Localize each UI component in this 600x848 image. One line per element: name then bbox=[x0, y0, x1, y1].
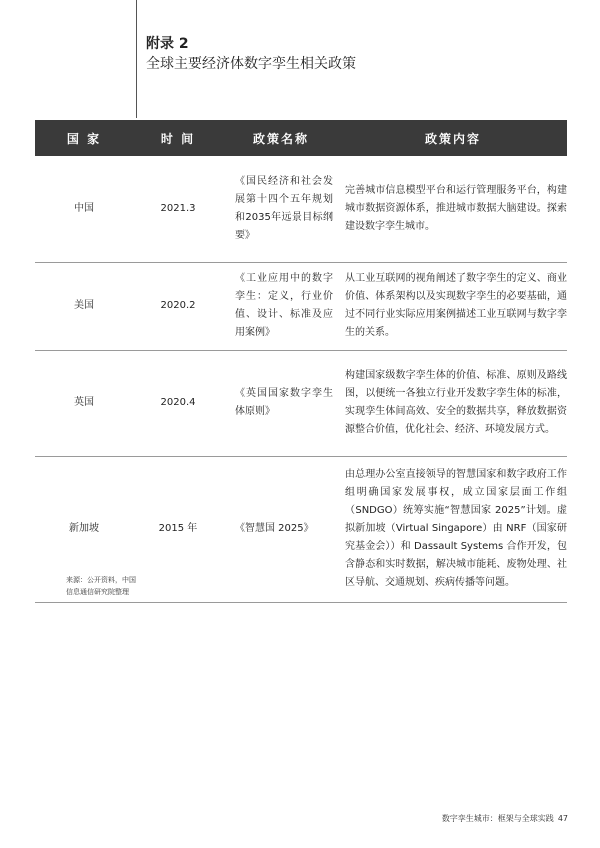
policy-content-cell: 构建国家级数字孪生体的价值、标准、原则及路线图，以便统一各独立行业开发数字孪生体的标准，实现孪生体间高效、安全的数据共享，释放数据资源整合价值，优化社会、经济、环境发展方式。 bbox=[339, 350, 567, 456]
policy-name-cell: 《工业应用中的数字孪生：定义，行业价值、设计、标准及应用案例》 bbox=[223, 262, 339, 350]
table-row bbox=[35, 350, 567, 456]
date-cell: 2020.2 bbox=[133, 262, 223, 350]
header-country: 国 家 bbox=[35, 120, 133, 156]
source-line: 信息通信研究院整理 bbox=[66, 588, 129, 596]
policy-content-cell: 从工业互联网的视角阐述了数字孪生的定义、商业价值、体系架构以及实现数字孪生的必要基础，通过不同行业实际应用案例描述工业互联网与数字孪生的关系。 bbox=[339, 262, 567, 350]
date-cell: 2015 年 bbox=[133, 456, 223, 602]
footer-title: 数字孪生城市：框架与全球实践 bbox=[441, 814, 554, 823]
country-cell: 新加坡 bbox=[35, 456, 133, 602]
country-cell: 中国 bbox=[35, 156, 133, 262]
date-cell: 2020.4 bbox=[133, 350, 223, 456]
policy-name-cell: 《智慧国 2025》 bbox=[223, 456, 339, 602]
table-row bbox=[35, 262, 567, 350]
policy-name-cell: 《英国国家数字孪生体原则》 bbox=[223, 350, 339, 456]
header-policy-content: 政策内容 bbox=[339, 120, 567, 156]
policy-name-cell: 《国民经济和社会发展第十四个五年规划和2035年远景目标纲要》 bbox=[223, 156, 339, 262]
table-header-row bbox=[35, 120, 567, 156]
country-cell: 英国 bbox=[35, 350, 133, 456]
table-row bbox=[35, 156, 567, 262]
source-line: 来源：公开资料，中国 bbox=[66, 576, 136, 584]
policy-table bbox=[35, 120, 567, 603]
policy-content-cell: 由总理办公室直接领导的智慧国家和数字政府工作组明确国家发展事权，成立国家层面工作组（SNDGO）统筹实施“智慧国家 2025”计划。虚拟新加坡（Virtual Singapore）由 NRF（国家研究基金会））和 Dassault Systems 合作开发，包含静态和实时数据，解决城市能耗、废物处理、社区导航、交通规划、疾病传播等问题。 bbox=[339, 456, 567, 602]
vertical-rule bbox=[136, 0, 137, 118]
policy-content-cell: 完善城市信息模型平台和运行管理服务平台，构建城市数据资源体系，推进城市数据大脑建设。探索建设数字孪生城市。 bbox=[339, 156, 567, 262]
header-policy-name: 政策名称 bbox=[223, 120, 339, 156]
source-note bbox=[66, 574, 166, 598]
page-number: 47 bbox=[557, 814, 568, 823]
date-cell: 2021.3 bbox=[133, 156, 223, 262]
page-title: 全球主要经济体数字孪生相关政策 bbox=[146, 56, 356, 72]
country-cell: 美国 bbox=[35, 262, 133, 350]
appendix-label: 附录 2 bbox=[146, 36, 189, 52]
page-footer bbox=[442, 813, 568, 824]
header-date: 时 间 bbox=[133, 120, 223, 156]
